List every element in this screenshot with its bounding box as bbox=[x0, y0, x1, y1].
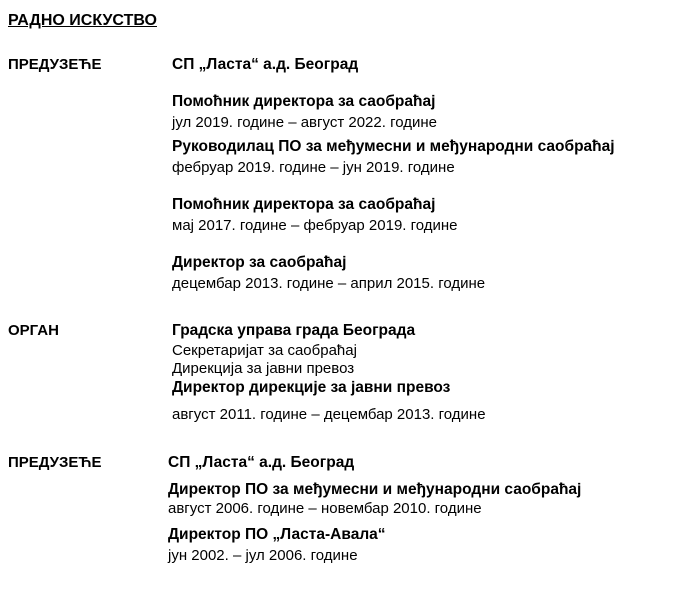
organization-name: СП „Ласта“ а.д. Београд bbox=[168, 454, 355, 471]
position-title: Помоћник директора за саобраћај bbox=[172, 196, 436, 213]
position-period: децембар 2013. године – април 2015. године bbox=[172, 275, 486, 292]
section-label-company: ПРЕДУЗЕЋЕ bbox=[8, 56, 102, 73]
position-period: август 2006. године – новембар 2010. године bbox=[168, 500, 482, 517]
position-period: мај 2017. године – фебруар 2019. године bbox=[172, 217, 458, 234]
position-title: Директор ПО за међумесни и међународни саобраћај bbox=[168, 481, 582, 498]
organization-unit: Дирекција за јавни превоз bbox=[172, 360, 355, 377]
position-period: фебруар 2019. године – јун 2019. године bbox=[172, 159, 455, 176]
position-period: август 2011. године – децембар 2013. године bbox=[172, 406, 486, 423]
section-label-authority: ОРГАН bbox=[8, 322, 59, 339]
position-period: јун 2002. – јул 2006. године bbox=[168, 547, 358, 564]
organization-name: СП „Ласта“ а.д. Београд bbox=[172, 56, 359, 73]
organization-unit: Секретаријат за саобраћај bbox=[172, 342, 357, 359]
organization-name: Градска управа града Београда bbox=[172, 322, 416, 339]
position-title: Директор дирекције за јавни превоз bbox=[172, 379, 451, 396]
section-heading: РАДНО ИСКУСТВО bbox=[8, 12, 157, 29]
position-title: Директор за саобраћај bbox=[172, 254, 347, 271]
position-title: Руководилац ПО за међумесни и међународни саобраћај bbox=[172, 138, 615, 155]
position-title: Директор ПО „Ласта-Авала“ bbox=[168, 526, 386, 543]
section-label-company: ПРЕДУЗЕЋЕ bbox=[8, 454, 102, 471]
position-period: јул 2019. године – август 2022. године bbox=[172, 114, 437, 131]
position-title: Помоћник директора за саобраћај bbox=[172, 93, 436, 110]
